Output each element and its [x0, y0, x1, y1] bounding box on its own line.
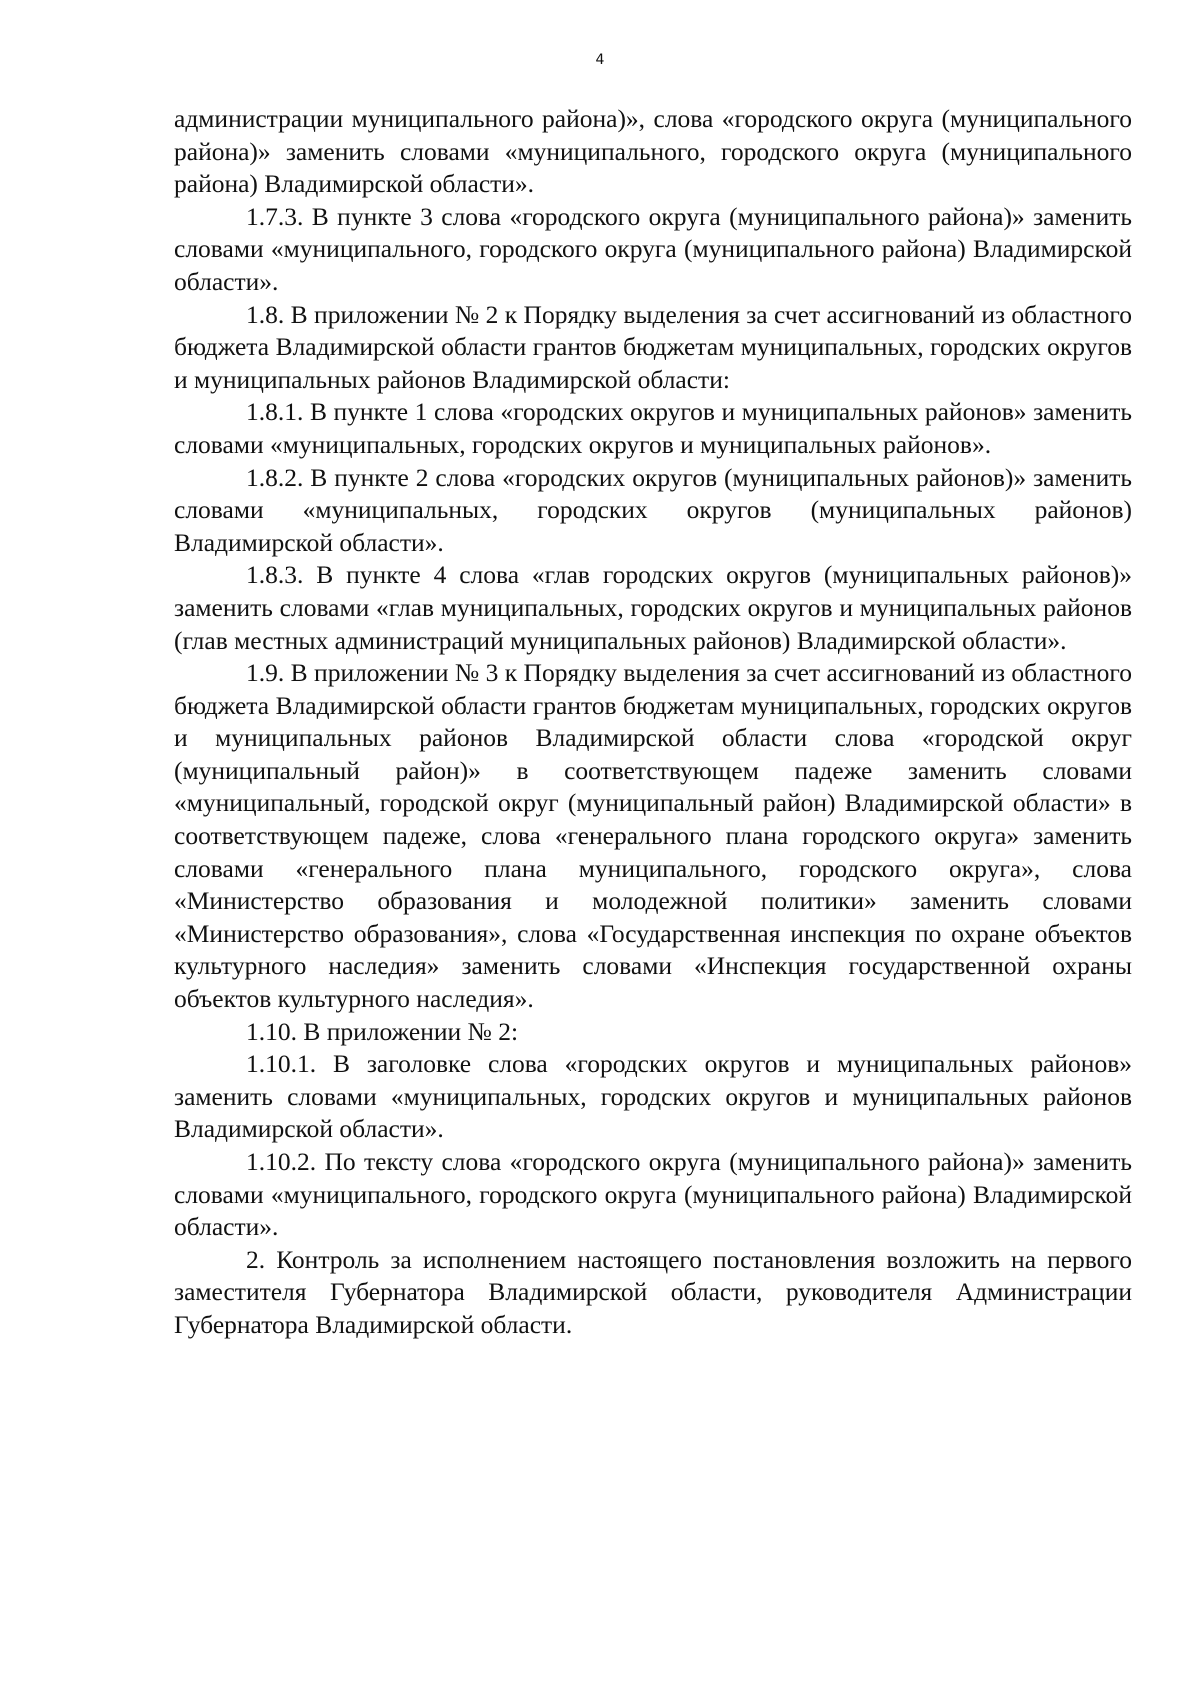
paragraph-1-8-3: 1.8.3. В пункте 4 слова «глав городских округов (муниципальных районов)» заменить словами «глав муниципальных, городских округов и муниципальных районов (глав местных администраций муниципальных районов) Владимирской области». — [174, 560, 1132, 655]
paragraph-1-10-1: 1.10.1. В заголовке слова «городских округов и муниципальных районов» заменить словами «муниципальных, городских округов и муниципальных районов Владимирской области». — [174, 1049, 1132, 1144]
paragraph-1-8-1: 1.8.1. В пункте 1 слова «городских округов и муниципальных районов» заменить словами «муниципальных, городских округов и муниципальных районов». — [174, 397, 1132, 459]
paragraph-1-10: 1.10. В приложении № 2: — [246, 1016, 519, 1046]
paragraph-1-9: 1.9. В приложении № 3 к Порядку выделения за счет ассигнований из областного бюджета Владимирской области грантов бюджетам муниципальных, городских округов и муниципальных районов Владимирской области слова «городской округ (муниципальный район)» в соответствующем падеже заменить словами «муниципальный, городской округ (муниципальный район) Владимирской области» в соответствующем падеже, слова «генерального плана городского округа» заменить словами «генерального плана муниципального, городского округа», слова «Министерство образования и молодежной политики» заменить словами «Министерство образования», слова «Государственная инспекция по охране объектов культурного наследия» заменить словами «Инспекция государственной охраны объектов культурного наследия». — [174, 658, 1132, 1014]
paragraph-continuation: администрации муниципального района)», слова «городского округа (муниципального района)» заменить словами «муниципального, городского округа (муниципального района) Владимирской области». — [174, 104, 1132, 199]
paragraph-1-8-2: 1.8.2. В пункте 2 слова «городских округов (муниципальных районов)» заменить словами «муниципальных, городских округов (муниципальных районов) Владимирской области». — [174, 462, 1132, 557]
page-number: 4 — [595, 52, 605, 68]
paragraph-1-10-2: 1.10.2. По тексту слова «городского округа (муниципального района)» заменить словами «муниципального, городского округа (муниципального района) Владимирской области». — [174, 1147, 1132, 1242]
paragraph-1-8: 1.8. В приложении № 2 к Порядку выделения за счет ассигнований из областного бюджета Владимирской области грантов бюджетам муниципальных, городских округов и муниципальных районов Владимирской области: — [174, 299, 1132, 394]
paragraph-2: 2. Контроль за исполнением настоящего постановления возложить на первого заместителя Губернатора Владимирской области, руководителя Администрации Губернатора Владимирской области. — [174, 1244, 1132, 1339]
paragraph-1-7-3: 1.7.3. В пункте 3 слова «городского округа (муниципального района)» заменить словами «муниципального, городского округа (муниципального района) Владимирской области». — [174, 201, 1132, 296]
document-body — [174, 103, 1132, 1342]
